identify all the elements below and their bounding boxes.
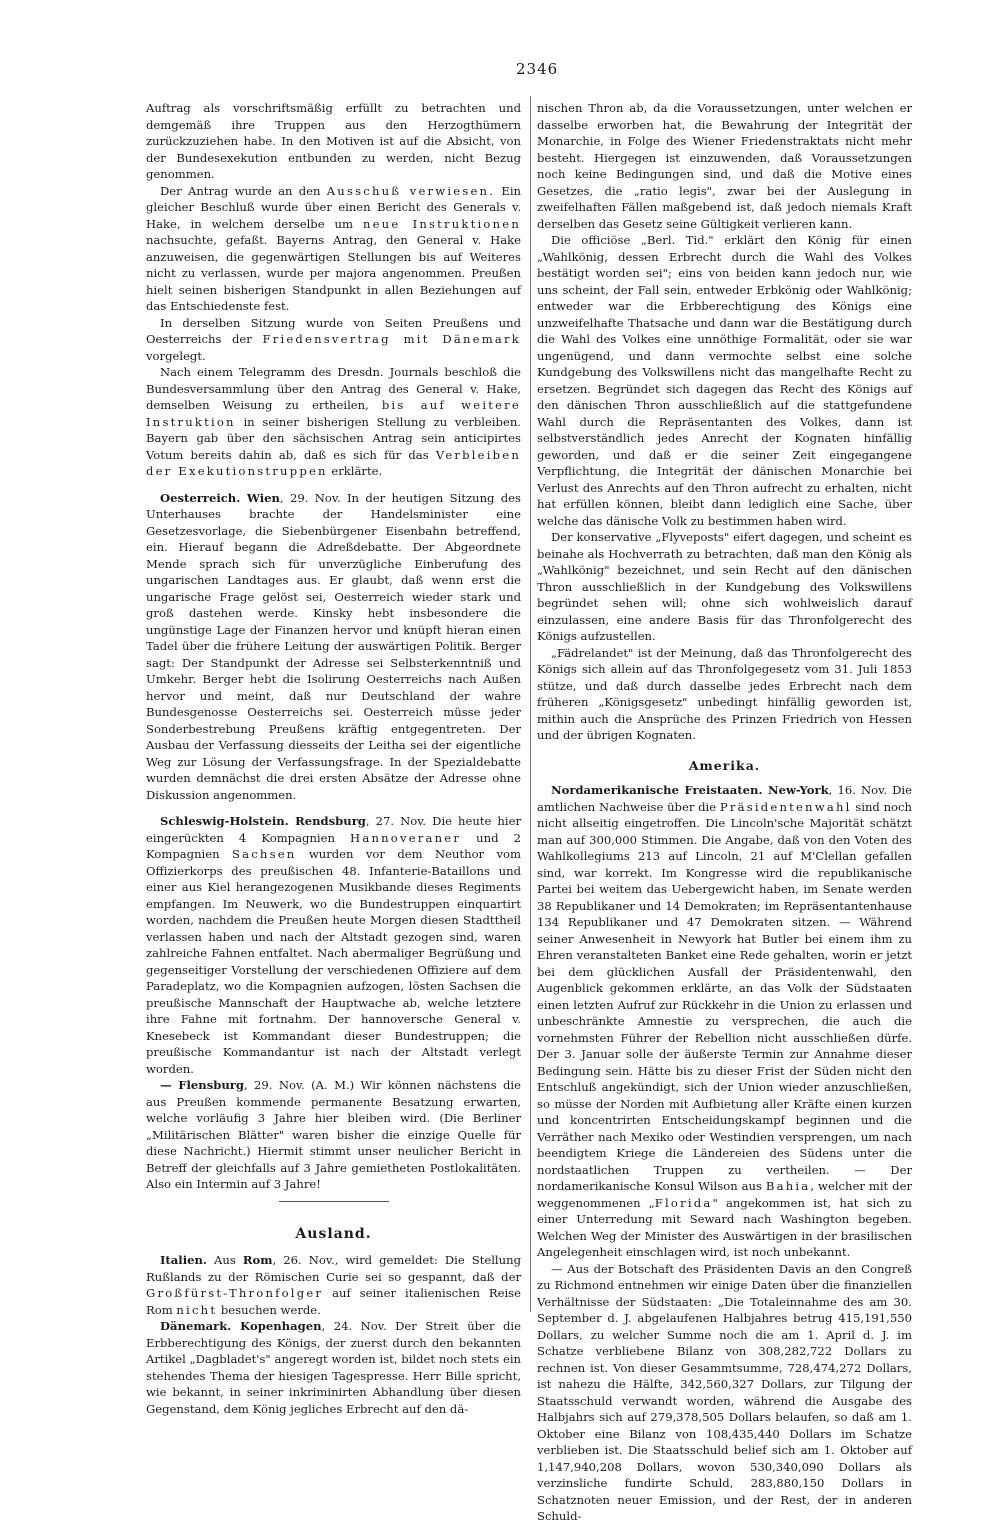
section-heading-amerika: Amerika.	[688, 757, 761, 773]
page-number: 2346	[516, 60, 559, 78]
section-heading-ausland: Ausland.	[295, 1225, 372, 1242]
column-divider	[530, 96, 531, 1312]
paragraph: Die officiöse „Berl. Tid." erklärt den König für einen „Wahlkönig, dessen Erbrecht durch die Wahl des Volkes bestätigt worden sei"; eins von beiden kann jedoch nur, wie uns scheint, der Fall sein, entweder Erbkönig oder Wahlkönig; entweder war die Erbberechtigung des Königs eine unzweifelhafte Thatsache und dann war die Bestätigung durch die Wahl des Volkes eine unnöthige Formalität, oder sie war ungenügend, und dann vermochte selbst eine solche Kundgebung des Volkswillens nicht das mangelhafte Recht zu ersetzen. Begründet sich dagegen das Recht des Königs auf den dänischen Thron ausschließlich auf die stattgefundene Wahl durch die Repräsentanten des Volkes, dann ist selbstverständlich jedes Anrecht der Kognaten hinfällig geworden, und daß er die seiner Zeit eingegangene Verpflichtung, die Integrität der dänischen Monarchie bei Verlust des Anrechts auf den Thron aufrecht zu erhalten, nicht hat erfüllen können, bleibt dann lediglich eine Sache, über welche das dänische Volk zu bestimmen haben wird.	[537, 233, 912, 528]
news-item-schleswig-holstein: Schleswig-Holstein. Rendsburg, 27. Nov. Die heute hier eingerückten 4 Kompagnien Hannoveraner und 2 Kompagnien Sachsen wurden vor dem Neuthor vom Offizierkorps des preußischen 48. Infanterie-Bataillons und einer aus Kiel herangezogenen Musikbande dieses Regiments empfangen. Im Neuwerk, wo die Bundestruppen einquartirt worden, nachdem die Preußen heute Morgen diesen Stadttheil verlassen haben und nach der Altstadt gezogen sind, waren zahlreiche Fahnen entfaltet. Nach abermaliger Begrüßung und gegenseitiger Vorstellung der verschiedenen Offiziere auf dem Paradeplatz, wo die Kompagnien aufzogen, lösten Sachsen die preußische Mannschaft der Hauptwache ab, welche letztere ihre Fahne mit fortnahm. Der hannoversche General v. Knesebeck ist Kommandant dieser Bundestruppen; die preußische Kommandantur ist nach der Altstadt verlegt worden.	[146, 814, 521, 1076]
paragraph: Der Antrag wurde an den Ausschuß verwiesen. Ein gleicher Beschluß wurde über einen Bericht des Generals v. Hake, in welchem derselbe um neue Instruktionen nachsuchte, gefaßt. Bayerns Antrag, den General v. Hake anzuweisen, die gegenwärtigen Stellungen bis auf Weiteres nicht zu verlassen, wurde per majora angenommen. Preußen hielt seinen bisherigen Standpunkt in allen Beziehungen auf das Entschiedenste fest.	[146, 183, 522, 313]
paragraph: Auftrag als vorschriftsmäßig erfüllt zu betrachten und demgemäß ihre Truppen aus den Herzogthümern zurückzuziehen habe. In den Motiven ist auf die Absicht, von der Bundesexekution entbunden zu werden, nicht Bezug genommen.	[146, 101, 521, 181]
right-column	[537, 100, 912, 1525]
news-item-flensburg: — Flensburg, 29. Nov. (A. M.) Wir können nächstens die aus Preußen kommende permanente Besatzung erwarten, welche vorläufig 3 Jahre hier bleiben wird. (Die Berliner „Militärischen Blätter" waren bisher die einzige Quelle für diese Nachricht.) Hiermit stimmt unser neulicher Bericht in Betreff der gleichfalls auf 3 Jahre gemietheten Postlokalitäten. Also ein Intermin auf 3 Jahre!	[146, 1078, 521, 1191]
news-item-north-america: Nordamerikanische Freistaaten. New-York, 16. Nov. Die amtlichen Nachweise über die Präsidentenwahl sind noch nicht allseitig eingetroffen. Die Lincoln'sche Majorität schätzt man auf 300,000 Stimmen. Die Angabe, daß von den Voten des Wahlkollegiums 213 auf Lincoln, 21 auf M'Clellan gefallen sind, war korrekt. Im Kongresse wird die republikanische Partei bei weitem das Uebergewicht haben, im Senate werden 38 Republikaner und 14 Demokraten; im Repräsentantenhause 134 Republikaner und 47 Demokraten sitzen. — Während seiner Anwesenheit in Newyork hat Butler bei einem ihm zu Ehren veranstalteten Banket eine Rede gehalten, worin er jetzt bei dem glücklichen Ausfall der Präsidentenwahl, den Augenblick gekommen erklärte, an das Volk der Südstaaten einen letzten Aufruf zur Rückkehr in die Union zu erlassen und unbeschränkte Amnestie zu versprechen, die auch die vornehmsten Führer der Rebellion nicht ausschließen dürfe. Der 3. Januar solle der äußerste Termin zur Annahme dieser Bedingung sein. Hätte bis zu dieser Frist der Süden nicht den Entschluß angekündigt, sich der Union wieder anzuschließen, so müsse der Norden mit Aufbietung aller Kräfte einen kurzen und koncentrirten Entscheidungskampf beginnen und die Verräther nach Mexiko oder Westindien versprengen, um nach beendigtem Kriege die Ländereien des Südens unter die nordstaatlichen Truppen zu vertheilen. — Der nordamerikanische Konsul Wilson aus Bahia, welcher mit der weggenommenen „Florida" angekommen ist, hat sich zu einer Unterredung mit Seward nach Washington begeben. Welchen Weg der Minister des Auswärtigen in der brasilischen Angelegenheit einschlagen wird, ist noch unbekannt.	[537, 783, 913, 1259]
news-item-confederate-finances: — Aus der Botschaft des Präsidenten Davis an den Congreß zu Richmond entnehmen wir einige Daten über die finanziellen Verhältnisse der Südstaaten: „Die Totaleinnahme des am 30. September d. J. abgelaufenen Halbjahres betrug 415,191,550 Dollars, zu welcher Summe noch die am 1. April d. J. im Schatze verbliebene Bilanz von 308,282,722 Dollars zu rechnen ist. Von dieser Gesammtsumme, 728,474,272 Dollars, ist nahezu die Hälfte, 342,560,327 Dollars, zur Tilgung der Staatsschuld verwandt worden, während die Ausgabe des Halbjahrs sich auf 279,378,505 Dollars belaufen, so daß am 1. Oktober eine Bilanz von 108,435,440 Dollars im Schatze verblieben ist. Die Staatsschuld belief sich am 1. Oktober auf 1,147,940,208 Dollars, wovon 530,340,090 Dollars als verzinsliche fundirte Schuld, 283,880,150 Dollars in Schatznoten neuer Emission, und der Rest, der in anderen Schuld-	[537, 1261, 912, 1523]
section-divider	[279, 1201, 389, 1202]
paragraph: Der konservative „Flyveposts" eifert dagegen, und scheint es beinahe als Hochverrath zu betrachten, daß man den König als „Wahlkönig" bezeichnet, und sein Recht auf den dänischen Thron ausschließlich in der Kundgebung des Volkswillens begründet sehen will; ohne sich wohlweislich darauf einzulassen, eine andere Basis für das Thronfolgerecht des Königs aufzustellen.	[537, 530, 912, 643]
news-item-austria: Oesterreich. Wien, 29. Nov. In der heutigen Sitzung des Unterhauses brachte der Handelsminister eine Gesetzesvorlage, die Siebenbürgener Eisenbahn betreffend, ein. Hierauf begann die Adreßdebatte. Der Abgeordnete Mende sprach sich für unverzügliche Einberufung des ungarischen Landtages aus. Er glaubt, daß wenn erst die ungarische Frage gelöst sei, Oesterreich wieder stark und groß dastehen werde. Kinsky hebt insbesondere die ungünstige Lage der Finanzen hervor und knüpft hieran einen Tadel über die frühere Leitung der auswärtigen Politik. Berger sagt: Der Standpunkt der Adresse sei Selbsterkenntniß und Umkehr. Berger hebt die Isolirung Oesterreichs nach Außen hervor und meint, daß nur Deutschland der wahre Bundesgenosse Oesterreichs sei. Oesterreich müsse jeder Sonderbestrebung Preußens kräftig entgegentreten. Der Ausbau der Verfassung diesseits der Leitha sei der eigentliche Weg zur Lösung der Verfassungsfrage. In der Spezialdebatte wurden demnächst die drei ersten Absätze der Adresse ohne Diskussion angenommen.	[146, 490, 521, 802]
paragraph: In derselben Sitzung wurde von Seiten Preußens und Oesterreichs der Friedensvertrag mit Dänemark vorgelegt.	[146, 315, 521, 363]
left-column	[146, 100, 521, 1417]
news-item-italy: Italien. Aus Rom, 26. Nov., wird gemeldet: Die Stellung Rußlands zu der Römischen Curie sei so gespannt, daß der Großfürst-Thronfolger auf seiner italienischen Reise Rom nicht besuchen werde.	[146, 1253, 521, 1317]
paragraph: nischen Thron ab, da die Voraussetzungen, unter welchen er dasselbe erworben hat, die Bewahrung der Integrität der Monarchie, in Folge des Wiener Friedenstraktats nicht mehr besteht. Hiergegen ist einzuwenden, daß Voraussetzungen noch keine Bedingungen sind, und daß die Motive eines Gesetzes, die „ratio legis", zwar bei der Auslegung in zweifelhaften Fällen maßgebend ist, daß jedoch niemals Kraft derselben das Gesetz seine Gültigkeit verlieren kann.	[537, 101, 912, 231]
paragraph: Nach einem Telegramm des Dresdn. Journals beschloß die Bundesversammlung über den Antrag des General v. Hake, demselben Weisung zu ertheilen, bis auf weitere Instruktion in seiner bisherigen Stellung zu verbleiben. Bayern gab über den sächsischen Antrag sein anticipirtes Votum bereits dahin ab, daß es sich für das Verbleiben der Exekutionstruppen erklärte.	[146, 365, 521, 478]
news-item-denmark: Dänemark. Kopenhagen, 24. Nov. Der Streit über die Erbberechtigung des Königs, der zuerst durch den bekannten Artikel „Dagbladet's" angeregt worden ist, bildet noch stets ein stehendes Thema der hiesigen Tagespresse. Herr Bille spricht, wie bekannt, in seiner inkriminirten Abhandlung über diesen Gegenstand, dem König jegliches Erbrecht auf den dä-	[146, 1319, 522, 1416]
paragraph: „Fädrelandet" ist der Meinung, daß das Thronfolgerecht des Königs sich allein auf das Thronfolgegesetz vom 31. Juli 1853 stütze, und daß durch dasselbe jedes Erbrecht nach dem früheren „Königsgesetz" unbedingt hinfällig geworden ist, mithin auch die Ansprüche des Prinzen Friedrich von Hessen und der übrigen Kognaten.	[537, 645, 912, 742]
